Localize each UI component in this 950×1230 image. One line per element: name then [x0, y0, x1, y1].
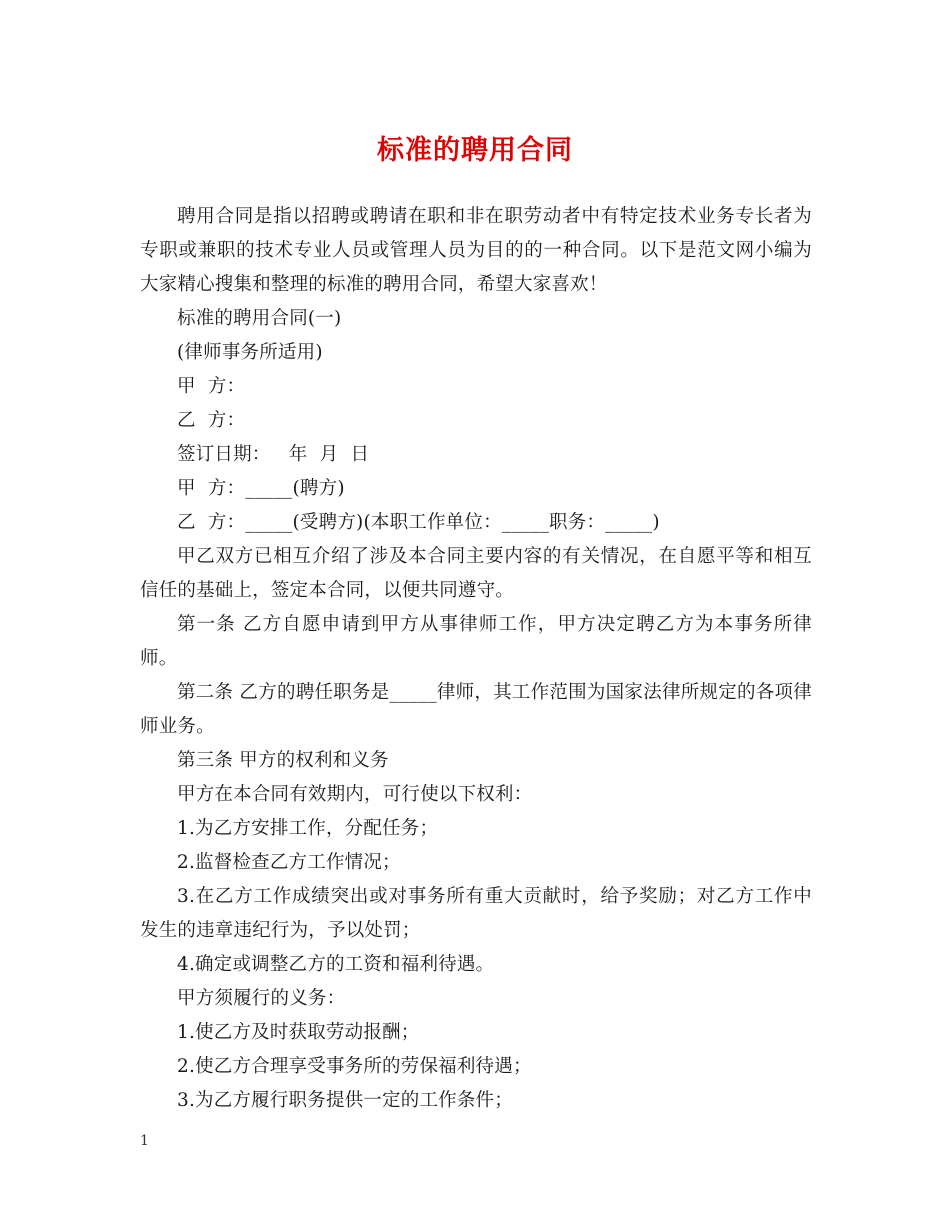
paragraph-party-a-employer: 甲 方：_____(聘方)	[177, 478, 345, 499]
paragraph-article-3: 第三条 甲方的权利和义务	[177, 750, 389, 771]
document-title: 标准的聘用合同	[377, 135, 573, 166]
paragraph-party-b-employee: 乙 方：_____(受聘方)(本职工作单位：_____职务：_____)	[177, 512, 660, 533]
paragraph-rights-intro: 甲方在本合同有效期内，可行使以下权利：	[177, 784, 533, 805]
paragraph-contract-heading: 标准的聘用合同(一)	[177, 308, 342, 329]
paragraph-party-a: 甲 方：	[177, 376, 246, 397]
paragraph-article-1: 第一条 乙方自愿申请到甲方从事律师工作，甲方决定聘乙方为本事务所律师。	[140, 614, 812, 669]
paragraph-duty-3: 3.为乙方履行职务提供一定的工作条件；	[177, 1090, 513, 1111]
paragraph-duties-intro: 甲方须履行的义务：	[177, 988, 346, 1009]
paragraph-article-2: 第二条 乙方的聘任职务是_____律师，其工作范围为国家法律所规定的各项律师业务。	[140, 682, 812, 737]
paragraph-sign-date: 签订日期： 年 月 日	[177, 444, 370, 465]
paragraph-party-b: 乙 方：	[177, 410, 246, 431]
paragraph-applicability: (律师事务所适用)	[177, 342, 323, 363]
paragraph-intro: 聘用合同是指以招聘或聘请在职和非在职劳动者中有特定技术业务专长者为专职或兼职的技术专业人员或管理人员为目的的一种合同。以下是范文网小编为大家精心搜集和整理的标准的聘用合同，希望大家喜欢！	[140, 206, 812, 295]
paragraph-right-3: 3.在乙方工作成绩突出或对事务所有重大贡献时，给予奖励；对乙方工作中发生的违章违纪行为，予以处罚；	[140, 886, 812, 941]
paragraph-duty-2: 2.使乙方合理享受事务所的劳保福利待遇；	[177, 1056, 532, 1077]
paragraph-right-4: 4.确定或调整乙方的工资和福利待遇。	[177, 954, 495, 975]
page-number: 1	[140, 1133, 149, 1149]
paragraph-duty-1: 1.使乙方及时获取劳动报酬；	[177, 1022, 420, 1043]
paragraph-preamble: 甲乙双方已相互介绍了涉及本合同主要内容的有关情况，在自愿平等和相互信任的基础上，签定本合同，以便共同遵守。	[140, 546, 812, 601]
paragraph-right-1: 1.为乙方安排工作，分配任务；	[177, 818, 439, 839]
document-body	[140, 200, 812, 1118]
paragraph-right-2: 2.监督检查乙方工作情况；	[177, 852, 401, 873]
